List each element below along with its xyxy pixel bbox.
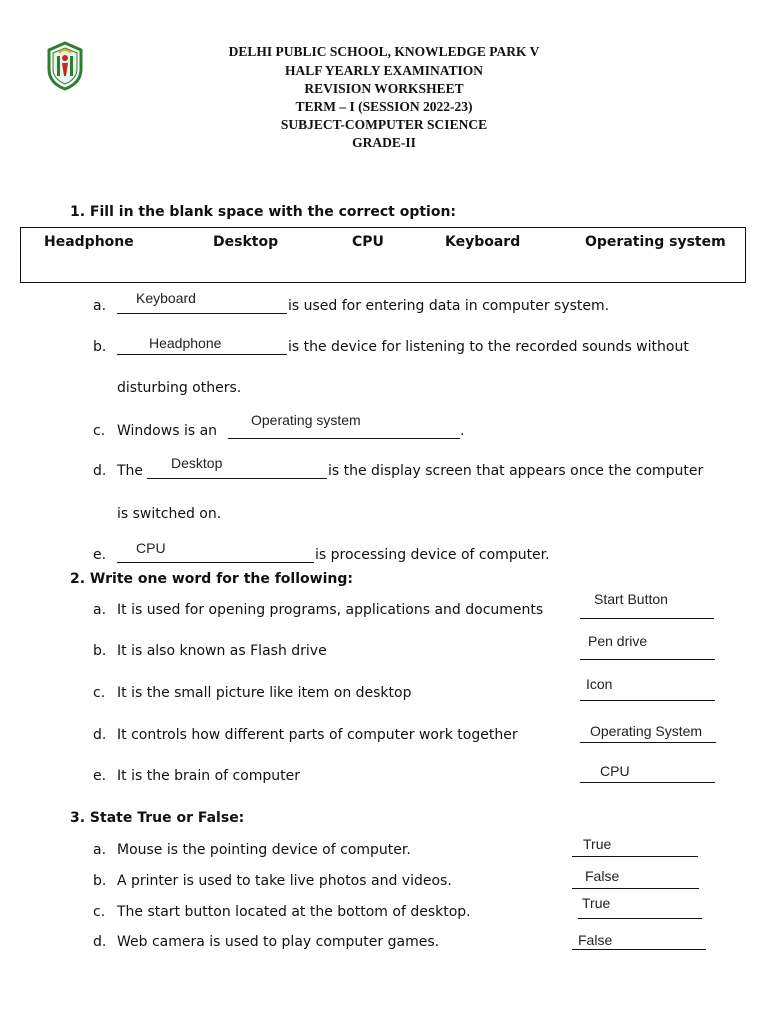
word-bank-option: Keyboard [445, 234, 521, 250]
word-bank-option: Desktop [213, 234, 279, 250]
q1-answer: Headphone [149, 335, 222, 351]
q2-item-text: It is also known as Flash drive [117, 643, 327, 659]
word-bank-option: Headphone [44, 234, 134, 250]
answer-blank [572, 888, 699, 889]
q1-item-continuation: is switched on. [117, 506, 222, 522]
q3-item-letter: c. [93, 904, 106, 920]
subject-title: SUBJECT-COMPUTER SCIENCE [280, 117, 488, 132]
q2-item-letter: d. [93, 727, 107, 743]
answer-blank [117, 562, 314, 563]
school-name: DELHI PUBLIC SCHOOL, KNOWLEDGE PARK V [228, 44, 540, 59]
answer-blank [117, 313, 287, 314]
q3-answer: True [582, 895, 611, 911]
answer-blank [228, 438, 460, 439]
word-bank-option: Operating system [585, 234, 726, 250]
q2-item-letter: b. [93, 643, 107, 659]
answer-blank [578, 918, 702, 919]
q3-answer: False [585, 868, 620, 884]
q3-item-letter: a. [93, 842, 107, 858]
answer-blank [580, 700, 715, 701]
q3-item-text: Mouse is the pointing device of computer. [117, 842, 411, 858]
answer-blank [580, 659, 715, 660]
answer-blank [117, 354, 287, 355]
answer-blank [580, 742, 716, 743]
q1-item-letter: d. [93, 463, 107, 479]
q1-item-continuation: disturbing others. [117, 380, 242, 396]
worksheet-title: REVISION WORKSHEET [304, 81, 464, 96]
q2-answer: CPU [600, 763, 630, 779]
q1-item-letter: c. [93, 423, 106, 439]
q2-item-text: It controls how different parts of computer work together [117, 727, 518, 743]
term-title: TERM – I (SESSION 2022-23) [295, 99, 473, 114]
q3-answer: False [578, 932, 613, 948]
q2-answer: Icon [586, 676, 613, 692]
q2-heading: 2. Write one word for the following: [70, 571, 353, 587]
q2-item-letter: e. [93, 768, 107, 784]
q1-item-text: is processing device of computer. [315, 547, 550, 563]
q2-item-text: It is the small picture like item on desktop [117, 685, 412, 701]
answer-blank [580, 782, 715, 783]
q1-answer: Operating system [251, 412, 361, 428]
q3-answer: True [583, 836, 612, 852]
q2-item-text: It is used for opening programs, applications and documents [117, 602, 544, 618]
q2-answer: Operating System [590, 723, 703, 739]
q3-item-text: A printer is used to take live photos and videos. [117, 873, 452, 889]
q1-heading: 1. Fill in the blank space with the correct option: [70, 204, 457, 220]
q3-item-text: Web camera is used to play computer games. [117, 934, 440, 950]
q1-item-letter: b. [93, 339, 107, 355]
q2-item-letter: a. [93, 602, 107, 618]
q3-item-letter: d. [93, 934, 107, 950]
exam-title: HALF YEARLY EXAMINATION [284, 63, 484, 78]
q1-item-text: The [117, 463, 144, 479]
q1-item-text: . [460, 423, 465, 439]
grade-title: GRADE-II [352, 135, 416, 150]
q1-answer: CPU [136, 540, 166, 556]
q2-answer: Pen drive [588, 633, 648, 649]
q1-item-text: is the device for listening to the recorded sounds without [288, 339, 689, 355]
q2-answer: Start Button [594, 591, 668, 607]
q3-item-letter: b. [93, 873, 107, 889]
q1-answer: Desktop [171, 455, 223, 471]
word-bank-option: CPU [352, 234, 384, 250]
q1-item-letter: a. [93, 298, 107, 314]
q3-item-text: The start button located at the bottom of desktop. [117, 904, 471, 920]
answer-blank [147, 478, 327, 479]
answer-blank [572, 949, 706, 950]
q1-item-letter: e. [93, 547, 107, 563]
q1-item-text: Windows is an [117, 423, 218, 439]
answer-blank [580, 618, 714, 619]
q1-item-text: is used for entering data in computer system. [288, 298, 610, 314]
q3-heading: 3. State True or False: [70, 810, 245, 826]
q1-answer: Keyboard [136, 290, 196, 306]
answer-blank [572, 856, 698, 857]
q1-item-text: is the display screen that appears once the computer [328, 463, 704, 479]
q2-item-text: It is the brain of computer [117, 768, 301, 784]
q2-item-letter: c. [93, 685, 106, 701]
